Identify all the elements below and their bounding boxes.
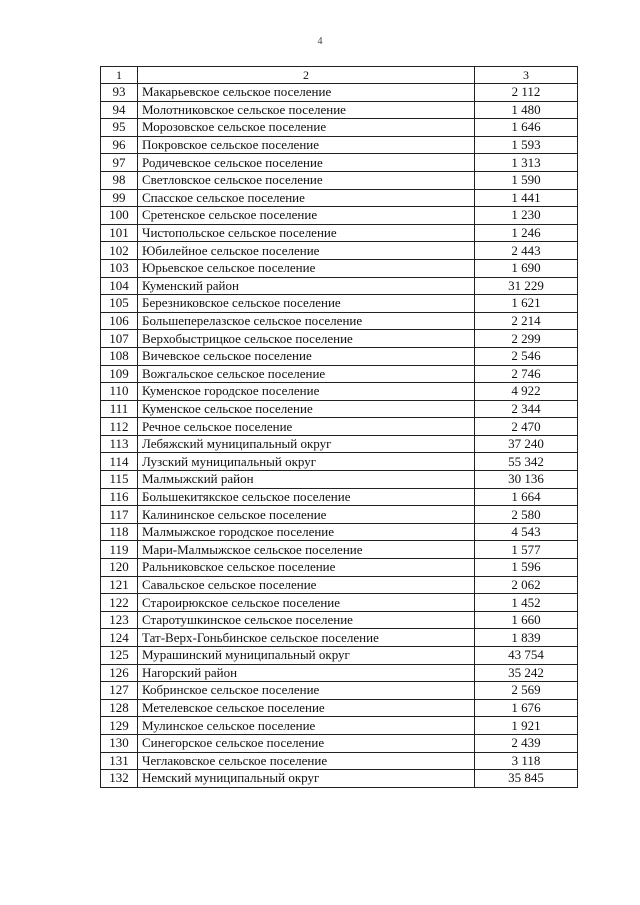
value-cell: 2 546 [475,347,578,365]
value-cell: 55 342 [475,453,578,471]
row-number-cell: 94 [101,101,138,119]
table-row [101,207,578,225]
value-cell: 1 593 [475,136,578,154]
row-number-cell: 95 [101,119,138,137]
row-number-cell: 105 [101,295,138,313]
settlement-name-cell: Юрьевское сельское поселение [138,259,475,277]
settlement-name-cell: Большекитякское сельское поселение [138,488,475,506]
value-cell: 2 299 [475,330,578,348]
row-number-cell: 113 [101,435,138,453]
table-row [101,664,578,682]
value-cell: 30 136 [475,471,578,489]
settlement-name-cell: Кобринское сельское поселение [138,682,475,700]
table-row [101,717,578,735]
settlement-name-cell: Куменский район [138,277,475,295]
value-cell: 2 214 [475,312,578,330]
settlement-name-cell: Спасское сельское поселение [138,189,475,207]
settlement-name-cell: Макарьевское сельское поселение [138,84,475,102]
value-cell: 2 569 [475,682,578,700]
table-row [101,119,578,137]
value-cell: 1 664 [475,488,578,506]
value-cell: 1 590 [475,171,578,189]
table-row [101,435,578,453]
value-cell: 1 660 [475,611,578,629]
settlement-name-cell: Светловское сельское поселение [138,171,475,189]
table-row [101,453,578,471]
table-row [101,770,578,788]
value-cell: 1 246 [475,224,578,242]
table-row [101,647,578,665]
row-number-cell: 132 [101,770,138,788]
row-number-cell: 100 [101,207,138,225]
value-cell: 35 845 [475,770,578,788]
row-number-cell: 122 [101,594,138,612]
settlement-name-cell: Большеперелазское сельское поселение [138,312,475,330]
settlement-name-cell: Речное сельское поселение [138,418,475,436]
value-cell: 37 240 [475,435,578,453]
value-cell: 2 580 [475,506,578,524]
value-cell: 2 470 [475,418,578,436]
row-number-cell: 118 [101,523,138,541]
row-number-cell: 129 [101,717,138,735]
table-body [101,67,578,788]
table-row [101,488,578,506]
settlement-name-cell: Сретенское сельское поселение [138,207,475,225]
row-number-cell: 103 [101,259,138,277]
settlement-name-cell: Родичевское сельское поселение [138,154,475,172]
row-number-cell: 123 [101,611,138,629]
table-row [101,559,578,577]
table-row [101,224,578,242]
settlement-name-cell: Куменское городское поселение [138,383,475,401]
table-row [101,629,578,647]
settlement-name-cell: Мари-Малмыжское сельское поселение [138,541,475,559]
table-row [101,295,578,313]
row-number-cell: 119 [101,541,138,559]
table-row [101,682,578,700]
row-number-cell: 116 [101,488,138,506]
settlement-name-cell: Староирюкское сельское поселение [138,594,475,612]
table-row [101,699,578,717]
settlement-name-cell: Малмыжское городское поселение [138,523,475,541]
table-row [101,242,578,260]
value-cell: 2 062 [475,576,578,594]
settlement-name-cell: Лузский муниципальный округ [138,453,475,471]
table-row [101,418,578,436]
settlement-name-cell: Мулинское сельское поселение [138,717,475,735]
table-row [101,523,578,541]
value-cell: 31 229 [475,277,578,295]
data-table [100,66,578,788]
table-row [101,541,578,559]
settlement-name-cell: Немский муниципальный округ [138,770,475,788]
value-cell: 4 922 [475,383,578,401]
settlement-name-cell: Куменское сельское поселение [138,400,475,418]
row-number-cell: 102 [101,242,138,260]
table-row [101,84,578,102]
row-number-cell: 108 [101,347,138,365]
value-cell: 3 118 [475,752,578,770]
value-cell: 1 621 [475,295,578,313]
settlement-name-cell: Старотушкинское сельское поселение [138,611,475,629]
value-cell: 1 313 [475,154,578,172]
column-header-3: 3 [475,67,578,84]
value-cell: 1 480 [475,101,578,119]
table-row [101,312,578,330]
table-row [101,594,578,612]
page-number: 4 [317,36,323,47]
row-number-cell: 96 [101,136,138,154]
settlement-name-cell: Лебяжский муниципальный округ [138,435,475,453]
table-row [101,189,578,207]
table-row [101,734,578,752]
row-number-cell: 130 [101,734,138,752]
settlement-name-cell: Чеглаковское сельское поселение [138,752,475,770]
settlement-name-cell: Синегорское сельское поселение [138,734,475,752]
row-number-cell: 127 [101,682,138,700]
value-cell: 1 452 [475,594,578,612]
value-cell: 4 543 [475,523,578,541]
value-cell: 2 746 [475,365,578,383]
value-cell: 2 439 [475,734,578,752]
value-cell: 1 441 [475,189,578,207]
table-header-row [101,67,578,84]
table-row [101,171,578,189]
value-cell: 43 754 [475,647,578,665]
table-row [101,576,578,594]
value-cell: 1 921 [475,717,578,735]
value-cell: 1 839 [475,629,578,647]
row-number-cell: 97 [101,154,138,172]
row-number-cell: 115 [101,471,138,489]
row-number-cell: 114 [101,453,138,471]
settlement-name-cell: Вожгальское сельское поселение [138,365,475,383]
value-cell: 1 596 [475,559,578,577]
table-row [101,277,578,295]
settlement-name-cell: Березниковское сельское поселение [138,295,475,313]
value-cell: 1 676 [475,699,578,717]
table-row [101,101,578,119]
table-row [101,400,578,418]
table-row [101,154,578,172]
settlement-name-cell: Морозовское сельское поселение [138,119,475,137]
settlement-name-cell: Метелевское сельское поселение [138,699,475,717]
settlement-name-cell: Тат-Верх-Гоньбинское сельское поселение [138,629,475,647]
column-header-2: 2 [138,67,475,84]
row-number-cell: 112 [101,418,138,436]
table-row [101,347,578,365]
table-row [101,383,578,401]
value-cell: 1 577 [475,541,578,559]
row-number-cell: 98 [101,171,138,189]
row-number-cell: 121 [101,576,138,594]
value-cell: 2 112 [475,84,578,102]
settlement-name-cell: Покровское сельское поселение [138,136,475,154]
row-number-cell: 107 [101,330,138,348]
table-row [101,259,578,277]
table-row [101,330,578,348]
settlement-name-cell: Ральниковское сельское поселение [138,559,475,577]
row-number-cell: 106 [101,312,138,330]
row-number-cell: 93 [101,84,138,102]
row-number-cell: 128 [101,699,138,717]
settlement-name-cell: Молотниковское сельское поселение [138,101,475,119]
settlement-name-cell: Малмыжский район [138,471,475,489]
column-header-1: 1 [101,67,138,84]
table-row [101,136,578,154]
row-number-cell: 125 [101,647,138,665]
value-cell: 2 344 [475,400,578,418]
table-row [101,752,578,770]
row-number-cell: 131 [101,752,138,770]
row-number-cell: 111 [101,400,138,418]
settlement-name-cell: Чистопольское сельское поселение [138,224,475,242]
settlement-name-cell: Калининское сельское поселение [138,506,475,524]
value-cell: 2 443 [475,242,578,260]
settlement-name-cell: Савальское сельское поселение [138,576,475,594]
table-row [101,611,578,629]
value-cell: 1 230 [475,207,578,225]
row-number-cell: 104 [101,277,138,295]
settlement-name-cell: Юбилейное сельское поселение [138,242,475,260]
table-row [101,365,578,383]
table-row [101,506,578,524]
settlement-name-cell: Мурашинский муниципальный округ [138,647,475,665]
row-number-cell: 101 [101,224,138,242]
row-number-cell: 99 [101,189,138,207]
settlement-name-cell: Нагорский район [138,664,475,682]
value-cell: 1 646 [475,119,578,137]
row-number-cell: 120 [101,559,138,577]
row-number-cell: 117 [101,506,138,524]
table-row [101,471,578,489]
settlement-name-cell: Верхобыстрицкое сельское поселение [138,330,475,348]
row-number-cell: 126 [101,664,138,682]
row-number-cell: 110 [101,383,138,401]
value-cell: 1 690 [475,259,578,277]
row-number-cell: 124 [101,629,138,647]
row-number-cell: 109 [101,365,138,383]
value-cell: 35 242 [475,664,578,682]
settlement-name-cell: Вичевское сельское поселение [138,347,475,365]
